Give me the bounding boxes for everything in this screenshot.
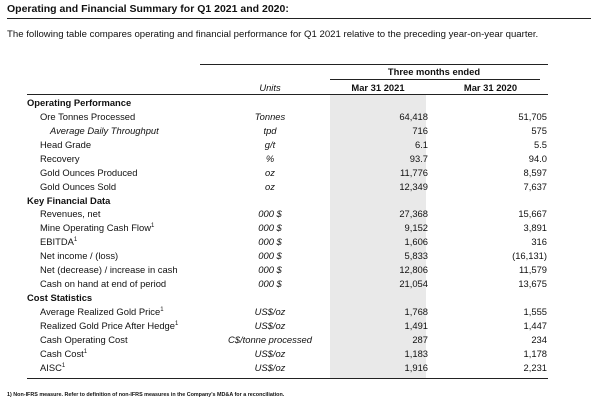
table-row [27, 305, 547, 319]
footnote: 1) Non-IFRS measure. Refer to definition of non-IFRS measures in the Company's MD&A for a reconciliation. [7, 392, 285, 398]
table-row [27, 319, 547, 333]
row-value-q1-2021: 1,916 [404, 361, 428, 373]
intro-paragraph: The following table compares operating and financial performance for Q1 2021 relative to the preceding year-on-year quarter. [7, 29, 539, 40]
row-units: US$/oz [254, 306, 286, 318]
row-units: 000 $ [258, 208, 282, 220]
row-label-text: EBITDA [40, 236, 74, 248]
title-divider [7, 18, 591, 19]
row-label-text: Realized Gold Price After Hedge [40, 319, 175, 331]
footnote-marker: 1 [73, 237, 78, 244]
row-value-q1-2020: 316 [531, 236, 547, 248]
row-label-text: Key Financial Data [27, 194, 111, 206]
row-value-q1-2020: 1,555 [523, 306, 547, 318]
row-value-q1-2021 [330, 96, 436, 110]
table-row [27, 208, 547, 222]
row-value-q1-2021: 21,054 [399, 278, 428, 290]
row-label-text: Gold Ounces Produced [40, 166, 138, 178]
table-row [27, 166, 547, 180]
row-label-text: Head Grade [40, 138, 92, 150]
row-label [27, 166, 210, 180]
row-label [27, 305, 210, 319]
row-label-text: Operating Performance [27, 96, 132, 108]
table-bottom-rule [27, 378, 548, 379]
table-row [27, 347, 547, 361]
row-label-text: Gold Ounces Sold [40, 180, 117, 192]
row-label [27, 138, 210, 152]
section-header-row [27, 291, 547, 305]
table-row [27, 138, 547, 152]
footnote-marker: 1 [174, 320, 179, 327]
row-value-q1-2021 [330, 194, 436, 208]
footnote-marker: 1 [83, 348, 88, 355]
row-value-q1-2021: 1,768 [404, 306, 428, 318]
table-row [27, 110, 547, 124]
row-label-text: Average Realized Gold Price [40, 306, 161, 318]
table-row [27, 221, 547, 235]
row-value-q1-2021: 1,491 [404, 319, 428, 331]
row-value-q1-2021: 64,418 [399, 110, 428, 122]
row-label-text: Net (decrease) / increase in cash [40, 264, 178, 276]
page-title: Operating and Financial Summary for Q1 2021 and 2020: [7, 3, 289, 15]
row-value-q1-2021: 5,833 [404, 250, 428, 262]
row-value-q1-2020: 5.5 [533, 138, 547, 150]
row-value-q1-2020: 2,231 [523, 361, 547, 373]
row-value-q1-2021: 1,183 [404, 347, 428, 359]
row-label [27, 96, 210, 110]
header-col-q1-2021: Mar 31 2021 [351, 82, 405, 93]
row-value-q1-2020: (16,131) [512, 250, 547, 262]
table-row [27, 152, 547, 166]
row-units: oz [265, 180, 275, 192]
row-value-q1-2021 [330, 291, 436, 305]
row-units: oz [265, 166, 275, 178]
row-label [27, 361, 210, 375]
row-label [27, 235, 210, 249]
table-row [27, 263, 547, 277]
row-units: % [265, 152, 275, 164]
row-label [27, 180, 210, 194]
row-value-q1-2021: 93.7 [409, 152, 428, 164]
row-label [27, 110, 210, 124]
row-label [27, 208, 210, 222]
row-value-q1-2020: 8,597 [523, 166, 547, 178]
table-row [27, 235, 547, 249]
row-value-q1-2020 [436, 96, 547, 110]
row-label-text: Ore Tonnes Processed [40, 110, 136, 122]
footnote-marker: 1 [151, 223, 155, 230]
row-value-q1-2020: 234 [531, 333, 547, 345]
footnote-marker: 1 [160, 306, 164, 313]
row-value-q1-2021: 12,349 [399, 180, 428, 192]
row-label-text: AISC [40, 361, 62, 373]
row-value-q1-2020: 575 [531, 124, 547, 136]
row-units: Tonnes [254, 110, 286, 122]
row-label [27, 347, 210, 361]
row-units [210, 291, 330, 305]
row-label-text: Cash Cost [40, 347, 84, 359]
row-label [27, 291, 210, 305]
header-col-q1-2020: Mar 31 2020 [463, 82, 518, 93]
row-units: US$/oz [254, 347, 286, 359]
row-units: US$/oz [254, 361, 286, 373]
table-row [27, 249, 547, 263]
row-label-text: Recovery [40, 152, 80, 164]
row-units: 000 $ [258, 250, 282, 262]
row-value-q1-2020: 3,891 [523, 222, 547, 234]
row-label [27, 221, 210, 235]
row-value-q1-2021: 12,806 [399, 264, 428, 276]
row-value-q1-2020: 13,675 [518, 278, 547, 290]
row-value-q1-2020 [436, 291, 547, 305]
row-value-q1-2020: 1,447 [523, 319, 547, 331]
row-label [27, 194, 210, 208]
row-label [27, 333, 210, 347]
table-row [27, 333, 547, 347]
row-value-q1-2020: 51,705 [518, 110, 547, 122]
table-row [27, 361, 547, 375]
row-value-q1-2021: 716 [412, 124, 428, 136]
footnote-marker: 1 [61, 362, 66, 369]
row-units: 000 $ [258, 236, 282, 248]
row-label-text: Average Daily Throughput [50, 124, 159, 136]
row-units: 000 $ [258, 222, 282, 234]
table-row [27, 180, 547, 194]
header-bottom-rule [27, 94, 548, 95]
header-group-label: Three months ended [387, 66, 481, 77]
summary-table [27, 96, 547, 375]
row-value-q1-2020: 7,637 [523, 180, 547, 192]
row-label-text: Cash Operating Cost [40, 333, 128, 345]
row-label [27, 152, 210, 166]
row-value-q1-2021: 9,152 [404, 222, 428, 234]
section-header-row [27, 96, 547, 110]
row-units: 000 $ [258, 278, 282, 290]
table-row [27, 124, 547, 138]
row-units: US$/oz [254, 319, 286, 331]
row-label-text: Cash on hand at end of period [40, 278, 167, 290]
row-label [27, 277, 210, 291]
row-label-text: Cost Statistics [27, 292, 93, 304]
row-value-q1-2021: 11,776 [400, 166, 428, 178]
row-units [210, 194, 330, 208]
row-units: tpd [263, 124, 277, 136]
row-label [27, 249, 210, 263]
row-value-q1-2021: 1,606 [404, 236, 428, 248]
row-value-q1-2021: 27,368 [399, 208, 428, 220]
row-label-text: Net income / (loss) [40, 250, 119, 262]
row-units: 000 $ [258, 264, 282, 276]
row-units: C$/tonne processed [228, 333, 312, 345]
row-label [27, 124, 210, 138]
table-top-rule [200, 64, 548, 65]
header-units: Units [259, 82, 281, 93]
row-label [27, 263, 210, 277]
row-value-q1-2020: 15,667 [518, 208, 547, 220]
row-label [27, 319, 210, 333]
row-value-q1-2020: 11,579 [519, 264, 547, 276]
table-row [27, 277, 547, 291]
row-label-text: Mine Operating Cash Flow [40, 222, 151, 234]
group-underline [330, 79, 540, 80]
row-value-q1-2021: 6.1 [414, 138, 428, 150]
row-value-q1-2020: 1,178 [523, 347, 547, 359]
section-header-row [27, 194, 547, 208]
row-units [210, 96, 330, 110]
row-value-q1-2020: 94.0 [528, 152, 547, 164]
row-units: g/t [264, 138, 276, 150]
row-value-q1-2021: 287 [412, 333, 428, 345]
row-value-q1-2020 [436, 194, 547, 208]
row-label-text: Revenues, net [40, 208, 101, 220]
